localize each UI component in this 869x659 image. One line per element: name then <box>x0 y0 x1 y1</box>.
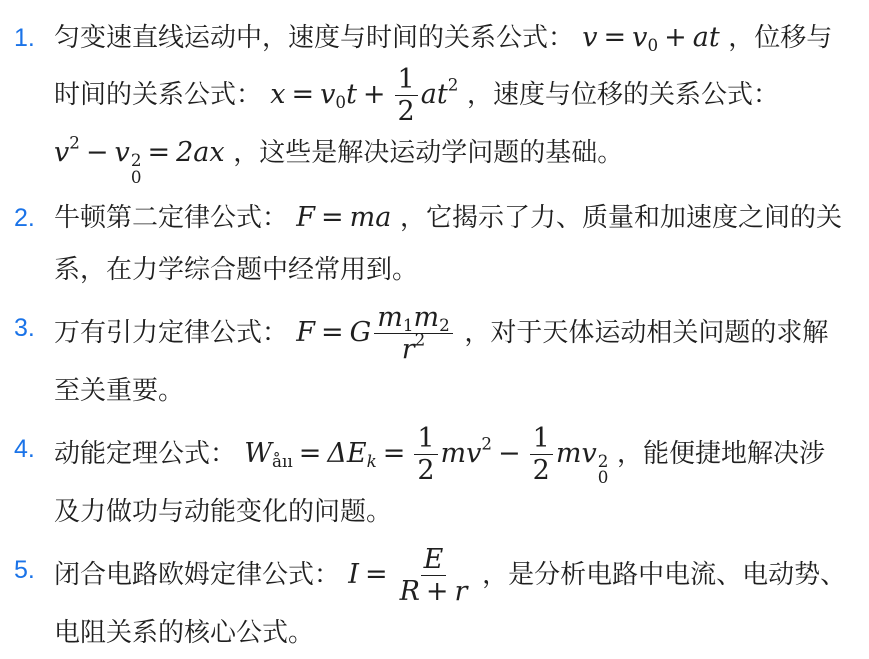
item-text: ，能便捷地解决涉及力做功与动能变化的问题。 <box>54 438 825 528</box>
list-item <box>14 192 849 296</box>
list-item <box>14 423 849 539</box>
item-text: ，它揭示了力、质量和加速度之间的关系，在力学综合题中经常用到。 <box>54 202 842 285</box>
list-number: 3. <box>14 313 35 342</box>
list-number: 2. <box>14 203 35 232</box>
fraction: $\frac{E}{R + r}$ <box>399 544 468 608</box>
list-number: 4. <box>14 434 35 463</box>
item-text: ，对于天体运动相关问题的求解至关重要。 <box>54 317 829 406</box>
newton-second-law-formula: F = ma <box>296 201 392 233</box>
list-number: 5. <box>14 556 35 585</box>
item-text: 闭合电路欧姆定律公式： <box>54 560 341 591</box>
velocity-displacement-formula: $v^2 - v$ 2 0 = 2ax <box>54 132 225 187</box>
item-text: ，位移与时间的关系公式： <box>54 23 833 111</box>
closed-circuit-ohm-formula: I = $\frac{E}{R + r}$ <box>348 559 482 590</box>
fraction: $\frac{1}{2}$ <box>530 423 553 486</box>
item-text: 万有引力定律公式： <box>54 317 289 348</box>
fraction: $\frac{m_1m_2}{r^2}$ <box>374 302 453 365</box>
item-text: 牛顿第二定律公式： <box>54 202 289 233</box>
item-text: ，这些是解决运动学问题的基础。 <box>233 138 624 169</box>
list-item <box>14 302 849 417</box>
item-text: ，速度与位移的关系公式： <box>466 80 779 111</box>
gravitation-formula: F = G $\frac{m_1m_2}{r^2}$ <box>296 317 464 348</box>
item-text: 动能定理公式： <box>54 438 237 469</box>
item-text: ，是分析电路中电流、电动势、电阻关系的核心公式。 <box>54 560 847 649</box>
work-energy-theorem-formula: $W_{åıı} = \Delta E_k$ = $\frac{1}{2}$ $mv^2$ − $\frac{1}{2}$ mv 2 0 <box>244 422 609 488</box>
fraction: $\frac{1}{2}$ <box>395 64 418 127</box>
list-item <box>14 544 849 659</box>
list-item <box>14 12 849 186</box>
fraction: $\frac{1}{2}$ <box>414 423 437 486</box>
list-number: 1. <box>14 24 35 52</box>
formula-list <box>14 12 849 659</box>
velocity-time-formula: $v = v_0$ + at <box>582 22 720 56</box>
displacement-time-formula: $x = v_0t$ + $\frac{1}{2}$ $at^2$ <box>270 64 459 128</box>
item-text: 匀变速直线运动中，速度与时间的关系公式： <box>54 23 575 53</box>
